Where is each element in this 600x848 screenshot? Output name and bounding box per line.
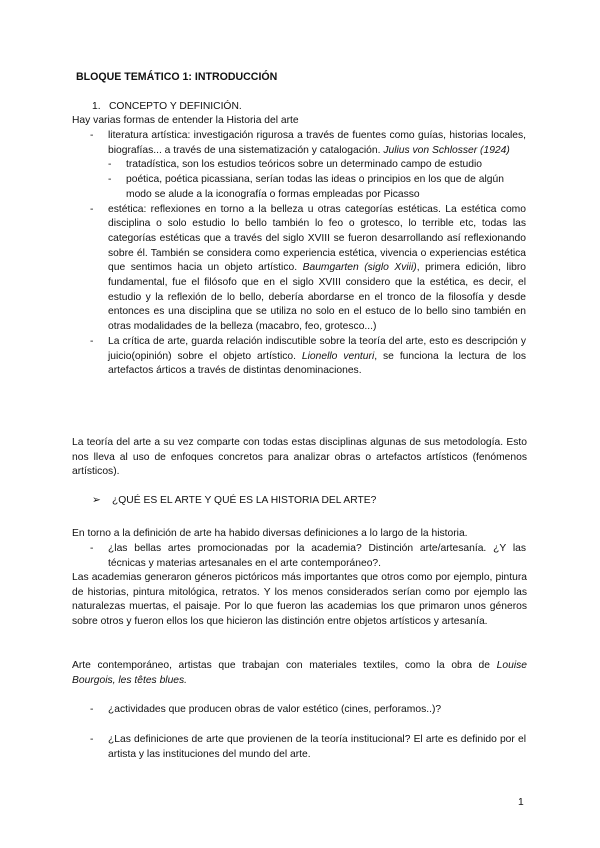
poetica-text: poética, poética picassiana, serían todas las ideas o principios en los que de algún modo se alude a la iconografía o formas empleadas por Picasso — [126, 174, 504, 200]
section-heading-que-es-arte — [92, 494, 376, 509]
arte-contemporaneo-text: Arte contemporáneo, artistas que trabajan con materiales textiles, como la obra de — [72, 660, 491, 671]
dash-bullet: - — [90, 335, 94, 347]
intro-line: Hay varias formas de entender la Historia del arte — [72, 115, 299, 126]
history-of-art-list — [86, 129, 526, 379]
section-heading-concepto — [92, 100, 242, 115]
document-title: BLOQUE TEMÁTICO 1: INTRODUCCIÓN — [76, 71, 278, 83]
definiciones-text: ¿Las definiciones de arte que provienen de la teoría institucional? El arte es definido por el artista y las instituciones del mundo del arte. — [108, 734, 526, 760]
list-item-actividades — [86, 703, 526, 718]
louise-bourgois-work: Louise Bourgois, les têtes blues. — [72, 660, 527, 686]
dash-bullet: - — [90, 543, 94, 554]
dash-bullet: - — [90, 734, 94, 745]
paragraph-teoria: La teoría del arte a su vez comparte con todas estas disciplinas algunas de sus metodología. Esto nos lleva al uso de enfoques concretos para analizar obras o artefactos artísticos (fenómenos artísticos). — [72, 437, 527, 478]
literatura-author: Julius von Schlosser (1924) — [383, 144, 510, 156]
list-item-critica — [86, 335, 526, 379]
paragraph-academias: Las academias generaron géneros pictóricos más importantes que otros como por ejemplo, pintura de historias, pintura mitológica, retratos. Y los menos considerados serían como por ejemplo las naturalezas muertas, el paisaje. Por lo que fueron las academias los que primaron unos géneros sobre otros y fueron ellos los que hicieron las distinción entre objetos artísticos y artesanía. — [72, 572, 527, 628]
dash-bullet: - — [108, 174, 112, 186]
section-heading-text: CONCEPTO Y DEFINICIÓN. — [109, 101, 242, 112]
literatura-sublist — [104, 158, 504, 202]
list-item-bellas-artes — [86, 542, 526, 571]
arrow-bullet-icon: ➢ — [92, 495, 101, 506]
estetica-text-continued: , primera edición, libro fundamental, fue el filósofo que en el siglo XVIII considero que la estética, es decir, el estudio y la reflexión de lo bello, debería abordarse en el tronco de la filosofía y desde entonces es una disciplina que se utiliza no solo en el estuco de lo bello sino también en otras modalidades de la belleza (macabro, feo, grotesco...) — [108, 262, 526, 333]
section-heading-text: ¿QUÉ ES EL ARTE Y QUÉ ES LA HISTORIA DEL ARTE? — [112, 495, 377, 506]
definiciones-list — [86, 733, 526, 762]
list-item-literatura — [86, 129, 526, 158]
estetica-text: estética: reflexiones en torno a la belleza u otras categorías estéticas. La estética como disciplina o solo estudio lo bello también lo feo o grotesco, lo terrible etc, todas las categorías estéticas que a través del siglo XVIII se fueron desarrollando así reflexionando sobre él. También se considera como experiencia estética, vivencia o experiencias estética que sentimos hacia un objeto artístico. — [108, 203, 526, 274]
page-number: 1 — [518, 797, 524, 808]
actividades-text: ¿actividades que producen obras de valor estético (cines, perforamos..)? — [108, 704, 442, 715]
sublist-item-tratadistica — [104, 158, 504, 173]
dash-bullet: - — [108, 159, 112, 171]
actividades-list — [86, 703, 526, 718]
critica-text: La crítica de arte, guarda relación indiscutible sobre la teoría del arte, esto es descripción y juicio(opinión) sobre el objeto artístico. — [108, 335, 526, 362]
list-item-estetica — [86, 203, 526, 335]
estetica-author: Baumgarten (siglo Xviii) — [302, 262, 417, 274]
critica-author: Lionello venturi — [301, 350, 375, 362]
tratadistica-text: tratadística, son los estudios teóricos sobre un determinado campo de estudio — [126, 159, 483, 171]
sublist-item-poetica — [104, 173, 504, 202]
section-number: 1. — [92, 101, 101, 112]
dash-bullet: - — [90, 704, 94, 715]
paragraph-definicion: En torno a la definición de arte ha habido diversas definiciones a lo largo de la historia. — [72, 528, 468, 539]
critica-text-continued: , se funciona la lectura de los artefactos árticos a través de distintas denominaciones. — [108, 350, 526, 377]
list-item-definiciones — [86, 733, 526, 762]
bellas-artes-list — [86, 542, 526, 571]
literatura-text: literatura artística: investigación rigurosa a través de fuentes como guías, historias locales, biografías... a través de una sistematización y catalogación. — [108, 130, 526, 156]
bellas-artes-text: ¿las bellas artes promocionadas por la academia? Distinción arte/artesanía. ¿Y las técnicas y materias artesanales en el arte contemporáneo?. — [108, 543, 526, 569]
dash-bullet: - — [90, 130, 94, 141]
paragraph-arte-contemporaneo — [72, 659, 527, 688]
dash-bullet: - — [90, 203, 94, 215]
